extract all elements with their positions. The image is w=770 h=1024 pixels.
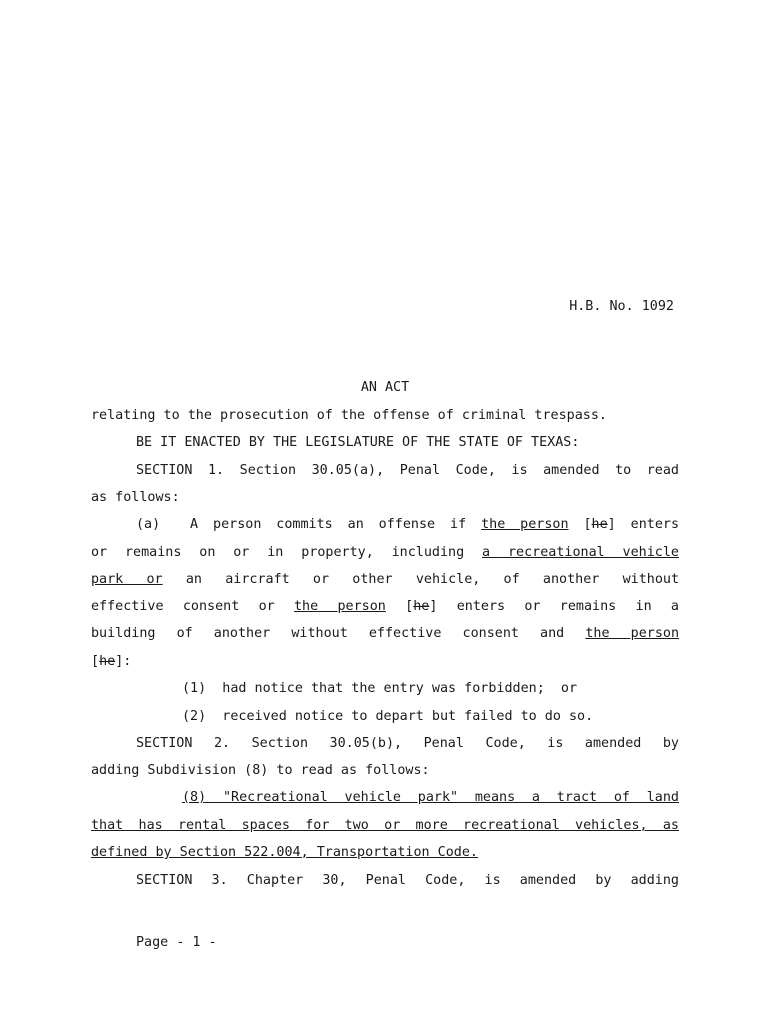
subsection-a-line5: building of another without effective consent and the person [91, 626, 680, 641]
enacting-clause: BE IT ENACTED BY THE LEGISLATURE OF THE STATE OF TEXAS: [136, 435, 580, 450]
section3-heading: SECTION 3. Chapter 30, Penal Code, is amended by adding [136, 873, 679, 888]
struck-text: he [413, 599, 430, 614]
amended-text: the person [585, 626, 680, 641]
amended-text: the person [294, 599, 386, 614]
new-subdivision-8-line2: that has rental spaces for two or more recreational vehicles, as [91, 818, 679, 833]
subsection-a-label: (a) [136, 517, 161, 532]
amended-text: the person [481, 517, 569, 532]
section1-heading-cont: as follows: [91, 490, 180, 505]
caption: relating to the prosecution of the offense of criminal trespass. [91, 408, 607, 423]
section2-heading-cont: adding Subdivision (8) to read as follows: [91, 763, 430, 778]
act-title: AN ACT [360, 380, 410, 395]
section1-heading: SECTION 1. Section 30.05(a), Penal Code, is amended to read [136, 463, 679, 478]
item-2: (2) received notice to depart but failed to do so. [182, 709, 594, 724]
new-subdivision-8-line1: (8) "Recreational vehicle park" means a tract of land [182, 790, 679, 805]
subsection-a-line6: [he]: [91, 654, 132, 669]
struck-text: he [591, 517, 608, 532]
new-subdivision-8-line3: defined by Section 522.004, Transportation Code. [91, 845, 478, 860]
subsection-a-line2: or remains on or in property, including a recreational vehicle [91, 545, 679, 560]
bill-number: H.B. No. 1092 [569, 299, 674, 314]
subsection-a-line1: (a) A person commits an offense if the person [he] enters [136, 517, 680, 532]
subsection-a-line4: effective consent or the person [he] enters or remains in a [91, 599, 679, 614]
subsection-a-line3: park or an aircraft or other vehicle, of another without [91, 572, 680, 587]
amended-text: a recreational vehicle [482, 545, 679, 560]
section2-heading: SECTION 2. Section 30.05(b), Penal Code, is amended by [136, 736, 679, 751]
item-1: (1) had notice that the entry was forbidden; or [182, 681, 578, 696]
amended-text: park or [91, 572, 163, 587]
struck-text: he [99, 654, 116, 669]
page-number: Page - 1 - [136, 935, 217, 950]
